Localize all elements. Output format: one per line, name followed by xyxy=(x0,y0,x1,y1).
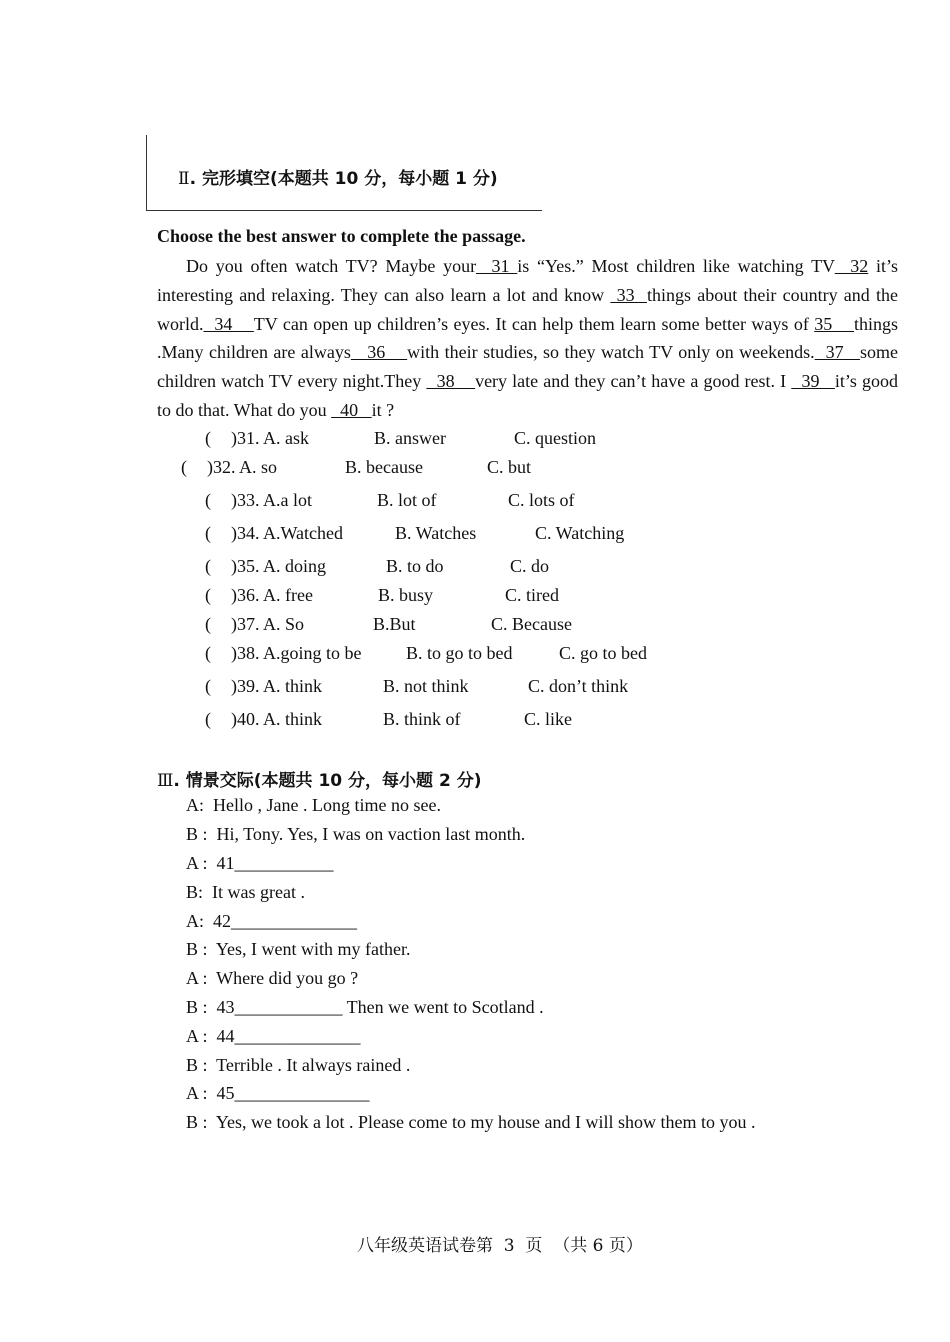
blank-33: 33 xyxy=(610,284,647,305)
option-c: C. do xyxy=(510,556,550,576)
passage-text: things about their country and the world. xyxy=(157,284,899,334)
answer-paren[interactable]: ( xyxy=(205,614,211,634)
blank-35: 35 xyxy=(814,313,854,334)
dialogue-line: B : Hi, Tony. Yes, I was on vaction last month. xyxy=(186,824,526,844)
blank-32: 32 xyxy=(834,256,869,276)
option-a: )36. A. free xyxy=(231,585,313,605)
blank-34: 34 xyxy=(203,313,254,334)
option-b: B. busy xyxy=(378,585,434,605)
section-box-bottom-border xyxy=(146,210,542,211)
option-c: C. like xyxy=(524,709,572,729)
passage-text: Do you often watch TV? Maybe your xyxy=(186,256,477,276)
passage-text: it’s good to do that. What do you xyxy=(157,371,899,420)
instruction-text: Choose the best answer to complete the passage. xyxy=(157,226,526,246)
dialogue-line: B : Yes, we took a lot . Please come to my house and I will show them to you . xyxy=(186,1112,756,1132)
answer-paren[interactable]: ( xyxy=(205,709,211,729)
section2-title: . 完形填空(本题共 10 分，每小题 1 分) xyxy=(189,169,498,189)
cloze-passage xyxy=(157,252,898,425)
option-a: )32. A. so xyxy=(207,457,278,477)
option-a: )38. A.going to be xyxy=(231,643,362,663)
option-c: C. lots of xyxy=(508,490,575,510)
page-footer: 八年级英语试卷第 3 页 （共 6 页） xyxy=(357,1236,643,1256)
section2-heading xyxy=(178,164,498,189)
passage-text: it’s interesting and relaxing. They can also learn a lot and know xyxy=(157,256,899,305)
option-a: )37. A. So xyxy=(231,614,305,634)
answer-paren[interactable]: ( xyxy=(181,457,187,477)
answer-paren[interactable]: ( xyxy=(205,676,211,696)
passage-text: is “Yes.” Most children like watching TV xyxy=(517,256,835,276)
dialogue-blank-43[interactable]: B : 43____________ Then we went to Scotland . xyxy=(186,997,544,1017)
option-c: C. tired xyxy=(505,585,559,605)
option-b: B. to do xyxy=(386,556,444,576)
option-b: B. think of xyxy=(383,709,461,729)
passage-text: TV can open up children’s eyes. It can help them learn some better ways of xyxy=(253,313,815,334)
option-b: B. Watches xyxy=(395,523,477,543)
section2-roman: Ⅱ xyxy=(178,169,190,189)
option-b: B. answer xyxy=(374,428,446,448)
section-box-left-border xyxy=(146,135,147,211)
dialogue-line: B : Yes, I went with my father. xyxy=(186,939,411,959)
blank-37: 37 xyxy=(814,342,861,363)
section3-heading xyxy=(157,766,481,791)
option-b: B. lot of xyxy=(377,490,437,510)
option-b: B. to go to bed xyxy=(406,643,513,663)
passage-text: things .Many children are always xyxy=(157,313,898,363)
blank-36: 36 xyxy=(350,342,408,363)
option-a: )31. A. ask xyxy=(231,428,309,448)
option-c: C. but xyxy=(487,457,532,477)
dialogue-blank-42[interactable]: A: 42______________ xyxy=(186,911,357,931)
option-b: B. because xyxy=(345,457,423,477)
option-c: C. question xyxy=(514,428,597,448)
option-c: C. Because xyxy=(491,614,572,634)
answer-paren[interactable]: ( xyxy=(205,428,211,448)
passage-text: it ? xyxy=(371,399,395,420)
option-a: )40. A. think xyxy=(231,709,323,729)
option-c: C. Watching xyxy=(535,523,625,543)
dialogue-line: A: Hello , Jane . Long time no see. xyxy=(186,795,441,815)
passage-text: with their studies, so they watch TV only on weekends. xyxy=(407,342,815,363)
option-b: B. not think xyxy=(383,676,469,696)
section3-roman: Ⅲ xyxy=(157,771,174,791)
dialogue-line: A : Where did you go ? xyxy=(186,968,359,988)
passage-text: some children watch TV every night.They xyxy=(157,342,899,392)
option-b: B.But xyxy=(373,614,416,634)
section3-title: . 情景交际(本题共 10 分，每小题 2 分) xyxy=(173,771,482,791)
passage-text: very late and they can’t have a good rest. I xyxy=(475,371,792,392)
option-c: C. go to bed xyxy=(559,643,647,663)
blank-31: 31 xyxy=(476,256,518,276)
answer-paren[interactable]: ( xyxy=(205,585,211,605)
answer-paren[interactable]: ( xyxy=(205,490,211,510)
dialogue-line: B : Terrible . It always rained . xyxy=(186,1055,411,1075)
blank-40: 40 xyxy=(331,399,372,420)
option-a: )39. A. think xyxy=(231,676,323,696)
dialogue-line: B: It was great . xyxy=(186,882,305,902)
answer-paren[interactable]: ( xyxy=(205,556,211,576)
option-a: )33. A.a lot xyxy=(231,490,312,510)
answer-paren[interactable]: ( xyxy=(205,523,211,543)
option-a: )34. A.Watched xyxy=(231,523,344,543)
option-a: )35. A. doing xyxy=(231,556,327,576)
blank-38: 38 xyxy=(426,371,476,392)
dialogue-blank-41[interactable]: A : 41___________ xyxy=(186,853,334,873)
blank-39: 39 xyxy=(791,371,835,392)
dialogue-blank-45[interactable]: A : 45_______________ xyxy=(186,1083,370,1103)
option-c: C. don’t think xyxy=(528,676,629,696)
answer-paren[interactable]: ( xyxy=(205,643,211,663)
dialogue-blank-44[interactable]: A : 44______________ xyxy=(186,1026,361,1046)
